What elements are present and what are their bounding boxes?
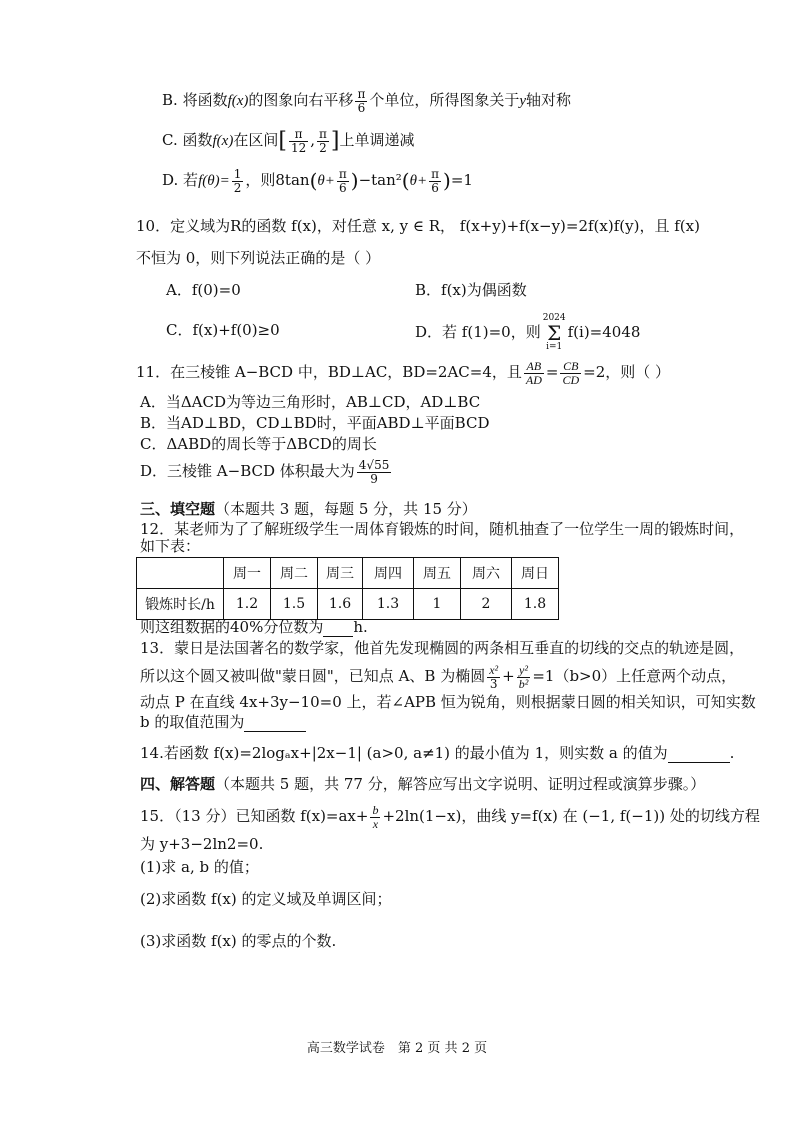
answer-blank (668, 745, 730, 763)
q11-stem: 11．在三棱锥 A−BCD 中，BD⊥AC，BD=2AC=4，且 $\frac{AB}{AD}$ = $\frac{CB}{CD}$ =2，则（ ） (136, 359, 671, 387)
q15-part2: (2)求函数 f(x) 的定义域及单调区间； (140, 890, 392, 908)
q13-line2: 所以这个圆又被叫做"蒙日圆"，已知点 A、B 为椭圆 $\frac{\text{x²}}{3}$ + $\frac{\text{y²}}{\text{b²}}$ =1（b>0）上任意两个动点， (140, 663, 737, 691)
section-3-heading: 三、填空题（本题共 3 题，每题 5 分，共 15 分） (140, 500, 477, 518)
q10-stem-line1: 10．定义域为R的函数 f(x)，对任意 x, y ∈ R， f(x+y)+f(x−y)=2f(x)f(y)，且 f(x) (136, 217, 700, 235)
q12-answer-line: 则这组数据的40%分位数为 h. (140, 618, 368, 636)
answer-blank (323, 619, 353, 637)
answer-blank (244, 714, 306, 732)
q11-option-b: B．当AD⊥BD，CD⊥BD时，平面ABD⊥平面BCD (140, 414, 490, 432)
q9-option-c: C. 函数f(x)在区间[ $\frac{\pi}{12}$ , $\frac{\pi}{2}$ ]上单调递减 (162, 127, 415, 155)
fraction-pi-over-6: $\frac{\pi}{6}$ (357, 87, 366, 115)
q11-option-a: A．当ΔACD为等边三角形时，AB⊥CD，AD⊥BC (140, 393, 481, 411)
q10-option-b: B．f(x)为偶函数 (415, 281, 527, 299)
table-row: 锻炼时长/h 1.2 1.5 1.6 1.3 1 2 1.8 (137, 589, 559, 620)
exercise-time-table (136, 557, 559, 620)
q12-stem-line1: 12．某老师为了了解班级学生一周体育锻炼的时间，随机抽查了一位学生一周的锻炼时间， (140, 520, 745, 538)
q10-option-c: C．f(x)+f(0)≥0 (166, 321, 280, 339)
q12-stem-line2: 如下表： (140, 537, 201, 555)
q13-line4: b 的取值范围为 (140, 714, 306, 732)
table-header-row: 周一 周二 周三 周四 周五 周六 周日 (137, 558, 559, 589)
page-footer: 高三数学试卷 第 2 页 共 2 页 (306, 1041, 488, 1056)
q10-option-d: D．若 f(1)=0，则2024 Σ i=1f(i)=4048 (415, 313, 641, 352)
q11-option-c: C．ΔABD的周长等于ΔBCD的周长 (140, 435, 377, 453)
q15-line1: 15．（13 分）已知函数 f(x)=ax+ $\frac{b}{x}$ +2ln(1−x)，曲线 y=f(x) 在 (−1, f(−1)) 处的切线方程 (140, 803, 760, 831)
q9-option-b: B. 将函数f(x)的图象向右平移 $\frac{\pi}{6}$ 个单位，所得图象关于y轴对称 (162, 87, 572, 115)
q10-option-a: A．f(0)=0 (166, 281, 241, 299)
summation-symbol: 2024 Σ i=1 (542, 313, 566, 352)
q9-option-d: D. 若f(θ)= $\frac{1}{2}$ ，则8tan(θ+ $\frac{\pi}{6}$ )−tan²(θ+ $\frac{\pi}{6}$ )=1 (162, 167, 473, 195)
q15-line2: 为 y+3−2ln2=0. (140, 835, 264, 853)
q14-line: 14.若函数 f(x)=2logₐx+|2x−1| (a>0, a≠1) 的最小值为 1，则实数 a 的值为 . (140, 744, 735, 762)
q15-part1: (1)求 a, b 的值； (140, 858, 259, 876)
q13-line3: 动点 P 在直线 4x+3y−10=0 上，若∠APB 恒为锐角，则根据蒙日圆的相关知识，可知实数 (140, 693, 756, 711)
q11-option-d: D．三棱锥 A−BCD 体积最大为 $\frac{4√55}{9}$ (140, 458, 390, 486)
q10-stem-line2: 不恒为 0，则下列说法正确的是（ ） (136, 249, 381, 267)
section-4-heading: 四、解答题（本题共 5 题，共 77 分，解答应写出文字说明、证明过程或演算步骤。） (140, 775, 706, 793)
q15-part3: (3)求函数 f(x) 的零点的个数. (140, 932, 337, 950)
q13-line1: 13．蒙日是法国著名的数学家，他首先发现椭圆的两条相互垂直的切线的交点的轨迹是圆， (140, 639, 745, 657)
